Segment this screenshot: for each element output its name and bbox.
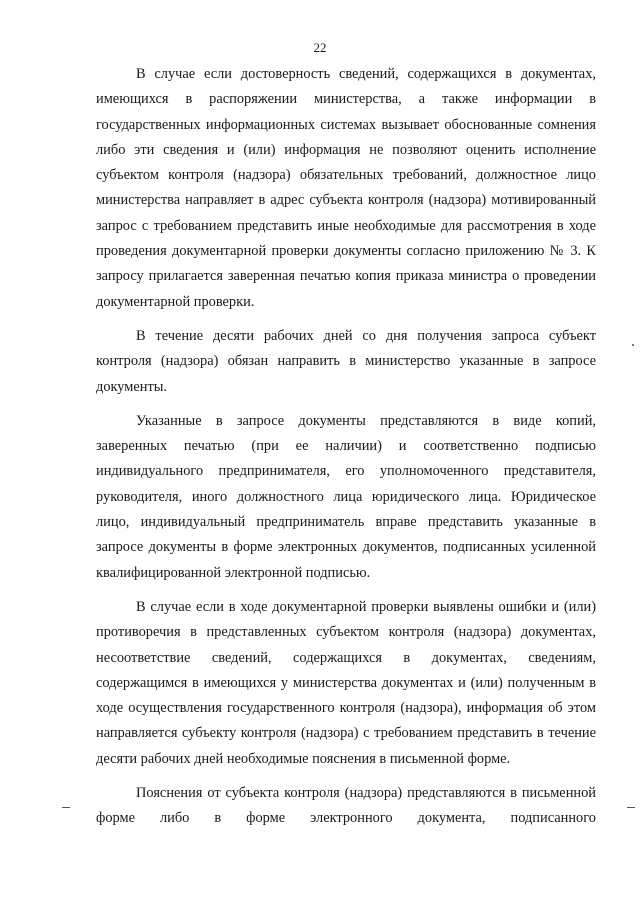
page-number: 22 [313,40,327,55]
paragraph-document-copies: Указанные в запросе документы представляются в виде копий, заверенных печатью (при ее наличии) и соответственно подписью индивидуального предпринимателя, его уполномоченного представителя, руководителя, иного должностного лица юридического лица. Юридическое лицо, индивидуальный предприниматель вправе представить указанные в запросе документы в форме электронных документов, подписанных усиленной квалифицированной электронной подписью. [96,412,596,581]
margin-mark-right [627,807,635,808]
document-body [96,62,596,832]
margin-mark-left [62,807,70,808]
margin-dot [632,344,634,346]
paragraph-documentary-request: В случае если достоверность сведений, содержащихся в документах, имеющихся в распоряжении министерства, а также информации в государственных информационных системах вызывает обоснованные сомнения либо эти сведения и (или) информация не позволяют оценить исполнение субъектом контроля (надзора) обязательных требований, должностное лицо министерства направляет в адрес субъекта контроля (надзора) мотивированный запрос с требованием представить иные необходимые для рассмотрения в ходе проведения документарной проверки документы согласно приложению № 3. К запросу прилагается заверенная печатью копия приказа министра о проведении документарной проверки. [96,66,596,310]
paragraph-explanations: Пояснения от субъекта контроля (надзора) представляются в письменной форме либо в форме электронного документа, подписанного [96,785,596,827]
paragraph-response-deadline: В течение десяти рабочих дней со дня получения запроса субъект контроля (надзора) обязан направить в министерство указанные в запросе документы. [96,327,596,395]
paragraph-errors-contradictions: В случае если в ходе документарной проверки выявлены ошибки и (или) противоречия в представленных субъектом контроля (надзора) документах, несоответствие сведений, содержащихся в документах, сведениям, содержащимся в имеющихся у министерства документах и (или) полученным в ходе осуществления государственного контроля (надзора), информация об этом направляется субъекту контроля (надзора) с требованием представить в течение десяти рабочих дней необходимые пояснения в письменной форме. [96,598,596,767]
